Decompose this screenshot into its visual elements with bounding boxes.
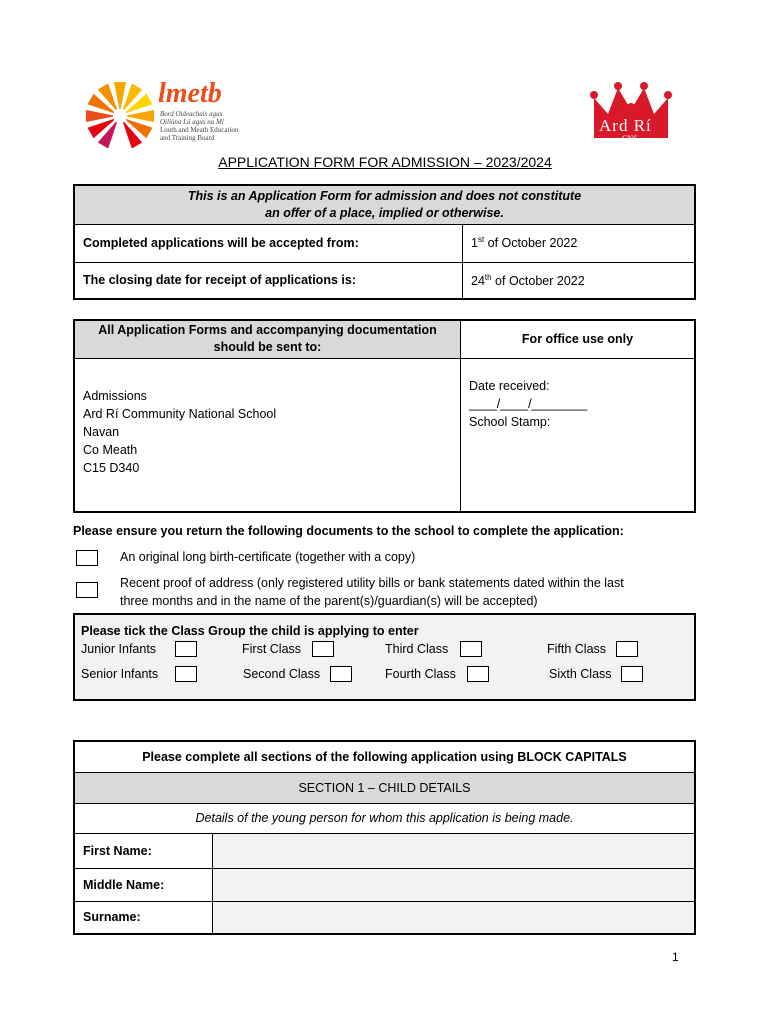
notice-line1: This is an Application Form for admission and does not constitute [187,188,582,203]
address-line: Admissions [83,388,147,403]
send-to-table [73,319,696,513]
lmetb-english-line1: Louth and Meath Education [160,126,239,134]
fourth-class-checkbox[interactable] [467,666,489,682]
birth-certificate-checkbox[interactable] [76,550,98,566]
section1-title: SECTION 1 – CHILD DETAILS [74,772,695,803]
page-title: APPLICATION FORM FOR ADMISSION – 2023/2024 [218,154,552,170]
lmetb-brand: lmetb [158,78,222,109]
first-class-checkbox[interactable] [312,641,334,657]
intro-table [73,184,696,300]
closing-date: 24th of October 2022 [463,262,696,299]
lmetb-irish-line2: Oiliúna Lú agus na Mí [160,118,224,126]
closing-label: The closing date for receipt of applications is: [74,262,463,299]
office-use-header: For office use only [461,320,696,358]
documents-item2-line1: Recent proof of address (only registered utility bills or bank statements dated within the last [120,576,624,590]
address-line: Ard Rí Community National School [83,406,277,421]
address-line: Co Meath [83,442,138,457]
senior-infants-checkbox[interactable] [175,666,197,682]
first-name-field[interactable] [213,833,696,868]
send-header-line2: should be sent to: [213,340,322,355]
class-label-fourth-class: Fourth Class [385,667,456,681]
class-label-senior-infants: Senior Infants [81,667,159,681]
lmetb-english-line2: and Training Board [160,134,215,142]
first-name-label: First Name: [74,833,213,868]
address-line: C15 D340 [83,460,140,475]
lmetb-sun-logo-icon [80,78,160,150]
surname-field[interactable] [213,901,696,934]
class-label-third-class: Third Class [385,642,449,656]
accepted-label: Completed applications will be accepted from: [74,224,463,262]
lmetb-irish-line1: Bord Oideachais agus [160,110,223,118]
notice-line2: an offer of a place, implied or otherwise. [265,205,504,220]
notice-cell [74,185,695,224]
surname-label: Surname: [74,901,213,934]
documents-item1: An original long birth-certificate (together with a copy) [120,550,416,564]
documents-item2-line2: three months and in the name of the parent(s)/guardian(s) will be accepted) [120,594,538,608]
class-label-second-class: Second Class [243,667,321,681]
proof-of-address-checkbox[interactable] [76,582,98,598]
ard-ri-name: Ard Rí [599,116,652,135]
section1-table [73,740,696,935]
class-label-first-class: First Class [242,642,302,656]
page-number: 1 [672,950,679,964]
ard-ri-sub: CNS [622,134,638,143]
documents-heading: Please ensure you return the following documents to the school to complete the application: [73,524,624,538]
date-received-blank[interactable]: ____/____/________ [469,396,588,411]
class-label-sixth-class: Sixth Class [549,667,612,681]
school-stamp-label: School Stamp: [469,414,551,429]
office-use-cell [461,358,696,512]
address-line: Navan [83,424,120,439]
address-cell [74,358,461,512]
middle-name-label: Middle Name: [74,868,213,901]
fifth-class-checkbox[interactable] [616,641,638,657]
class-group-heading: Please tick the Class Group the child is applying to enter [81,624,419,638]
block-capitals-instruction: Please complete all sections of the following application using BLOCK CAPITALS [74,741,695,772]
junior-infants-checkbox[interactable] [175,641,197,657]
third-class-checkbox[interactable] [460,641,482,657]
accepted-date: 1st of October 2022 [463,224,696,262]
class-label-junior-infants: Junior Infants [81,642,157,656]
date-received-label: Date received: [469,378,550,393]
section1-subtitle: Details of the young person for whom this application is being made. [74,803,695,833]
middle-name-field[interactable] [213,868,696,901]
sixth-class-checkbox[interactable] [621,666,643,682]
second-class-checkbox[interactable] [330,666,352,682]
send-header-cell [74,320,461,358]
class-label-fifth-class: Fifth Class [547,642,607,656]
send-header-line1: All Application Forms and accompanying documentation [98,323,437,338]
